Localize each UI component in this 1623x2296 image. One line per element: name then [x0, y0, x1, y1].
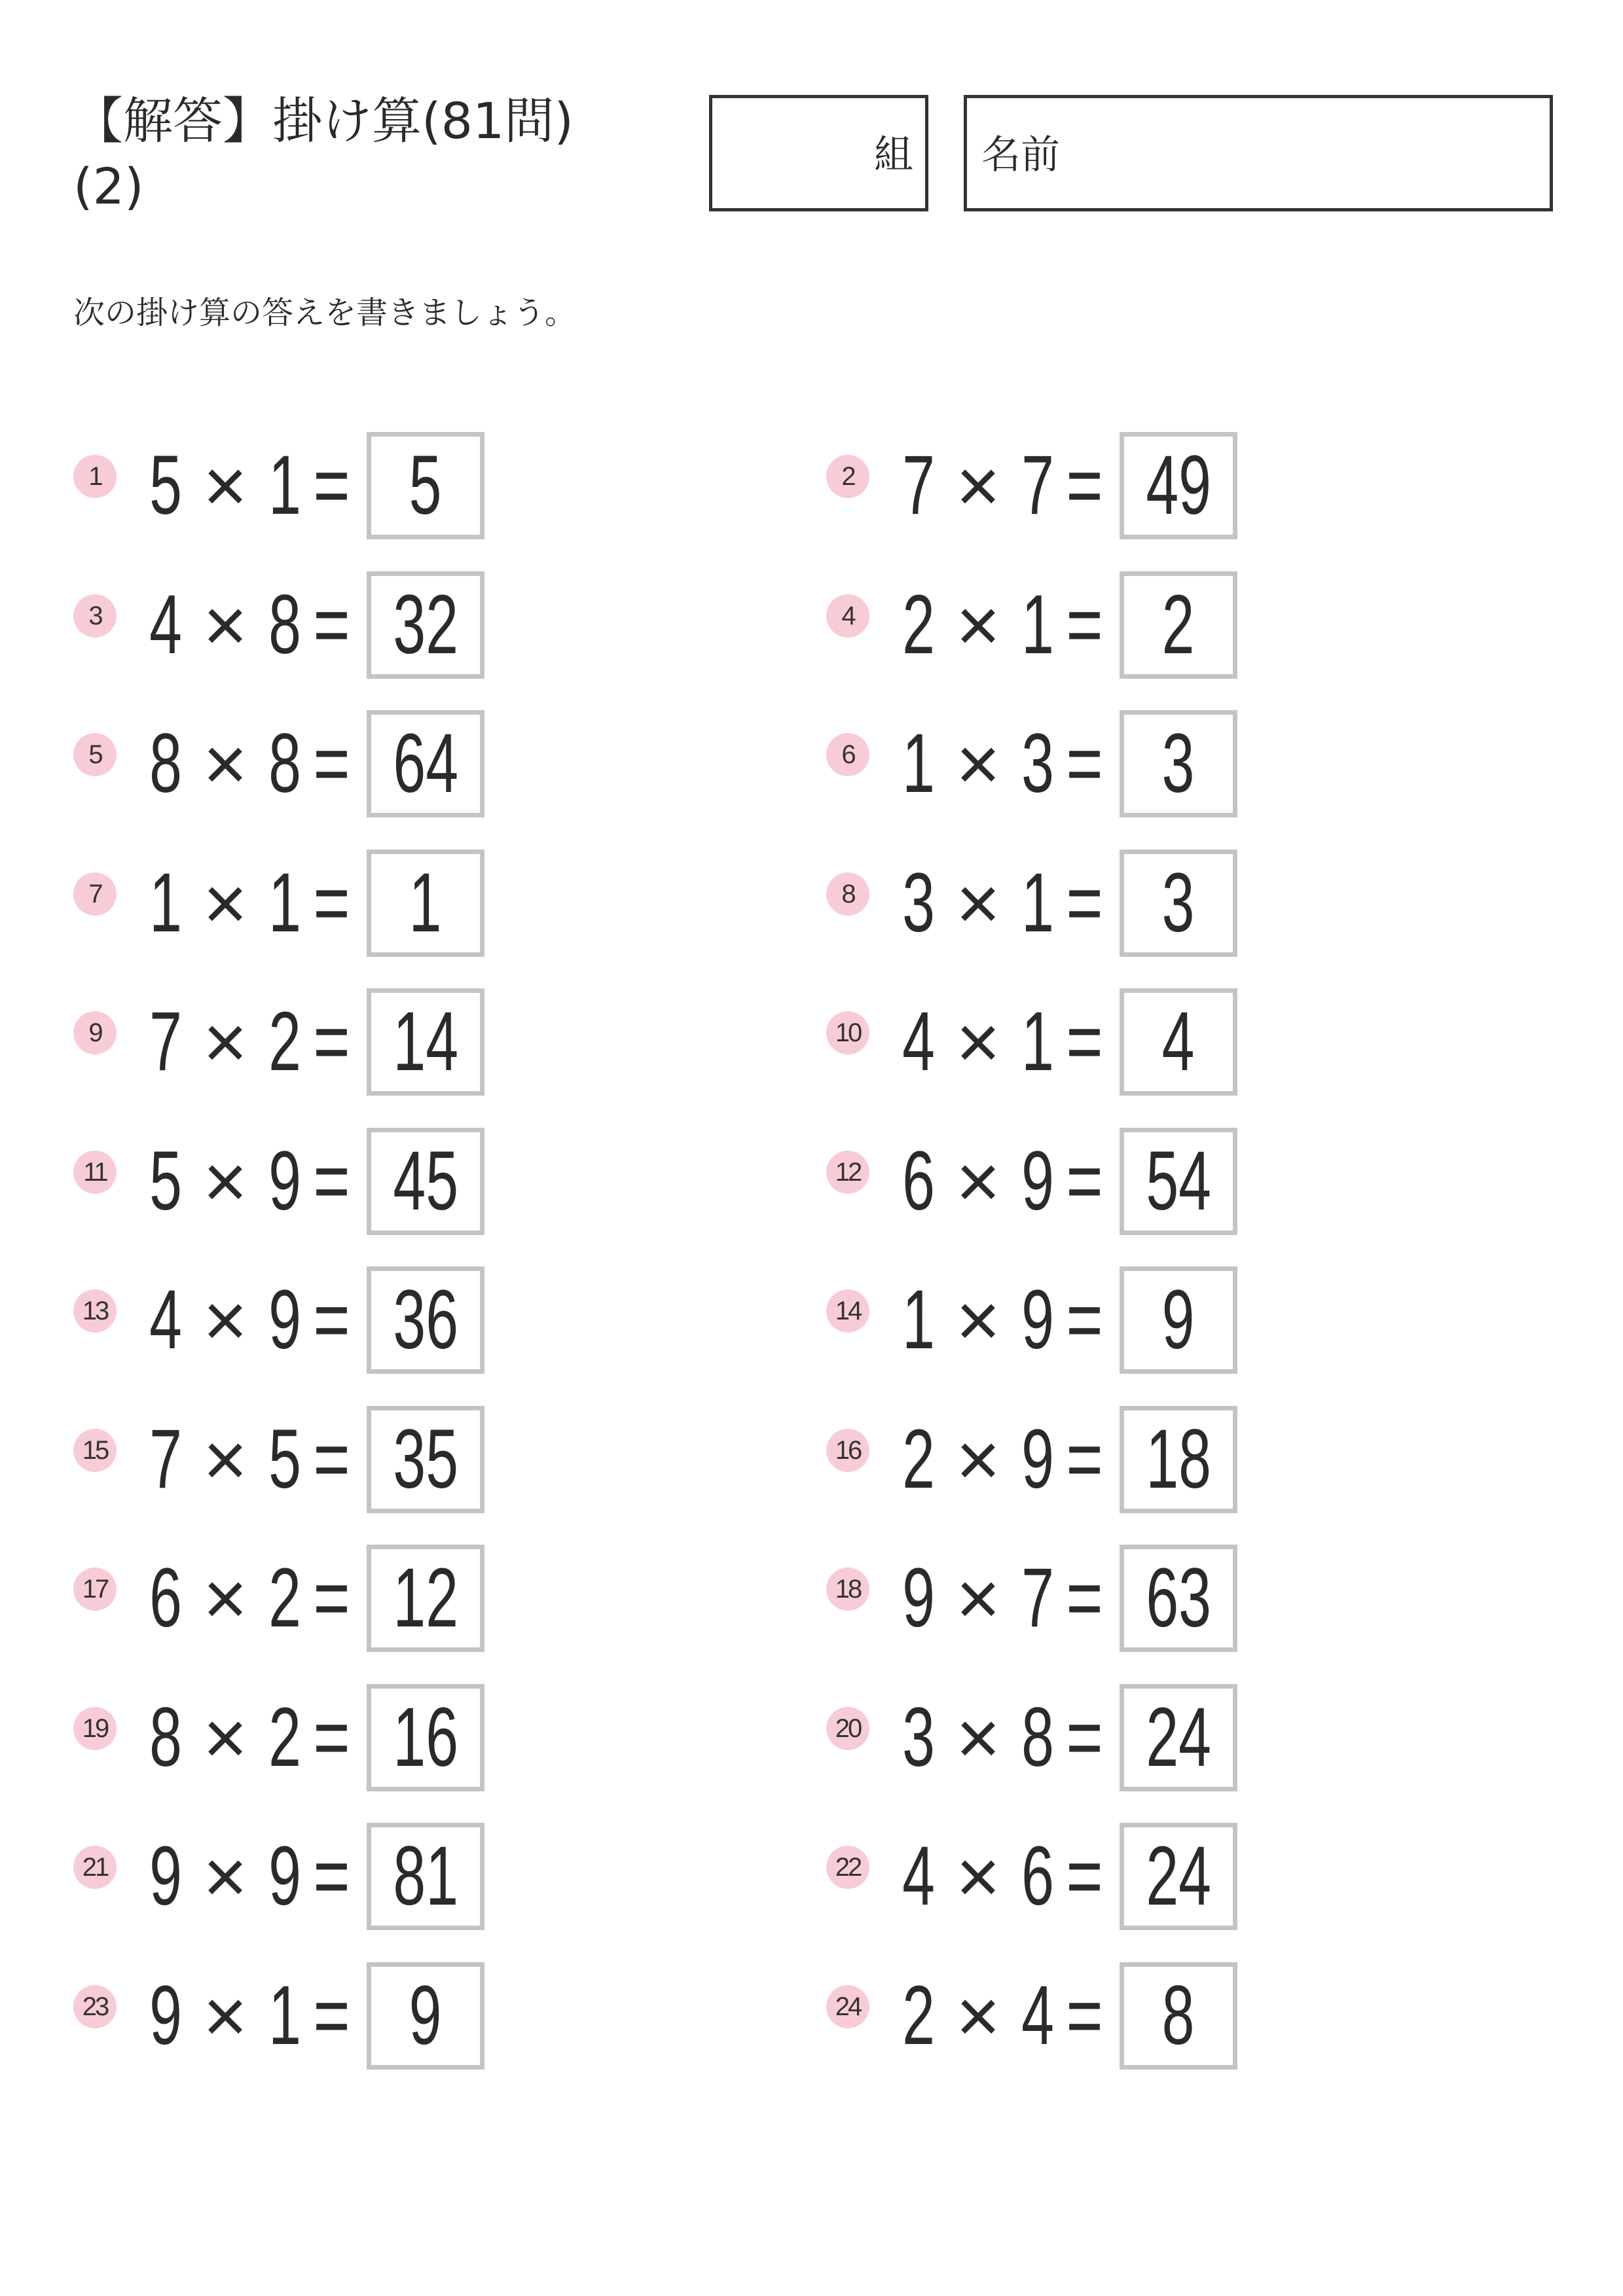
problem-number-badge: 8: [826, 872, 869, 916]
operand-b: 2: [268, 1551, 301, 1645]
problem-expression: [142, 1266, 348, 1374]
problem-number-badge: 2: [826, 455, 869, 498]
problem-item: [73, 710, 663, 817]
problem-expression: [895, 1962, 1101, 2070]
answer-box[interactable]: [367, 1684, 484, 1791]
problem-item: [826, 1823, 1415, 1930]
operand-a: 6: [902, 1134, 935, 1228]
answer-value: 1: [409, 855, 442, 950]
problem-expression: [142, 988, 348, 1096]
operand-b: 9: [1021, 1273, 1054, 1367]
operand-a: 2: [902, 1412, 935, 1506]
multiply-sign: ×: [203, 1695, 247, 1780]
problem-expression: [895, 1823, 1101, 1930]
equals-sign: =: [1066, 855, 1103, 950]
problem-item: [73, 1128, 663, 1235]
equals-sign: =: [313, 855, 350, 950]
problem-number-badge: 7: [73, 872, 117, 916]
multiply-sign: ×: [203, 1416, 247, 1502]
multiply-sign: ×: [203, 1973, 247, 2058]
operand-a: 6: [149, 1551, 182, 1645]
problem-expression: [142, 432, 348, 539]
multiply-sign: ×: [956, 1556, 1000, 1641]
problem-number-badge: 3: [73, 594, 117, 637]
operand-b: 1: [268, 855, 301, 950]
multiply-sign: ×: [203, 1138, 247, 1224]
equals-sign: =: [313, 1134, 350, 1228]
answer-value: 64: [393, 717, 458, 810]
multiply-sign: ×: [203, 443, 247, 528]
name-label: 名前: [981, 132, 1060, 178]
equals-sign: =: [313, 439, 350, 532]
multiply-sign: ×: [203, 1556, 247, 1641]
multiply-sign: ×: [956, 582, 1000, 668]
problem-number-badge: 20: [826, 1707, 869, 1750]
multiply-sign: ×: [203, 1834, 247, 1919]
answer-box[interactable]: [1120, 1823, 1237, 1930]
operand-b: 1: [1021, 995, 1054, 1088]
problem-item: [826, 710, 1415, 817]
problem-item: [826, 432, 1415, 539]
instruction-text: 次の掛け算の答えを書きましょう。: [73, 295, 577, 331]
operand-b: 9: [268, 1829, 301, 1923]
answer-value: 9: [409, 1968, 442, 2062]
operand-a: 2: [902, 577, 935, 672]
problem-item: [826, 1266, 1415, 1374]
answer-value: 8: [1162, 1968, 1195, 2062]
problem-number-badge: 19: [73, 1707, 117, 1750]
multiply-sign: ×: [956, 721, 1000, 806]
multiply-sign: ×: [203, 582, 247, 668]
operand-b: 9: [1021, 1412, 1054, 1506]
answer-value: 63: [1146, 1551, 1211, 1645]
operand-a: 5: [149, 439, 182, 532]
operand-b: 3: [1021, 717, 1054, 810]
answer-box[interactable]: [367, 850, 484, 957]
problem-number-badge: 14: [826, 1289, 869, 1333]
page-title-line-2: (2): [73, 157, 144, 215]
answer-box[interactable]: [1120, 1406, 1237, 1513]
problem-number-badge: 11: [73, 1151, 117, 1194]
operand-a: 2: [902, 1968, 935, 2062]
problem-number-badge: 10: [826, 1011, 869, 1054]
problem-item: [73, 1266, 663, 1374]
answer-value: 14: [393, 995, 458, 1088]
operand-a: 9: [902, 1551, 935, 1645]
problem-number-badge: 21: [73, 1846, 117, 1889]
multiply-sign: ×: [203, 860, 247, 946]
equals-sign: =: [1066, 717, 1103, 810]
operand-a: 1: [149, 855, 182, 950]
operand-b: 6: [1021, 1829, 1054, 1923]
problem-expression: [142, 1962, 348, 2070]
equals-sign: =: [1066, 439, 1103, 532]
operand-b: 8: [268, 717, 301, 810]
problem-expression: [142, 1406, 348, 1513]
problem-number-badge: 23: [73, 1985, 117, 2028]
answer-value: 35: [393, 1412, 458, 1506]
operand-a: 7: [149, 995, 182, 1088]
operand-a: 7: [902, 439, 935, 532]
equals-sign: =: [313, 995, 350, 1088]
equals-sign: =: [1066, 1551, 1103, 1645]
operand-b: 1: [1021, 855, 1054, 950]
problem-item: [826, 1406, 1415, 1513]
problem-expression: [142, 710, 348, 817]
equals-sign: =: [313, 1412, 350, 1506]
answer-value: 3: [1162, 855, 1195, 950]
equals-sign: =: [313, 1273, 350, 1367]
answer-box[interactable]: [367, 1545, 484, 1652]
problem-expression: [142, 1128, 348, 1235]
multiply-sign: ×: [956, 443, 1000, 528]
problem-expression: [895, 850, 1101, 957]
answer-box[interactable]: [1120, 988, 1237, 1096]
multiply-sign: ×: [956, 999, 1000, 1085]
multiply-sign: ×: [956, 860, 1000, 946]
problem-number-badge: 18: [826, 1568, 869, 1611]
class-label: 組: [874, 132, 913, 178]
problem-item: [826, 1684, 1415, 1791]
answer-box[interactable]: [367, 1406, 484, 1513]
equals-sign: =: [1066, 577, 1103, 672]
answer-value: 18: [1146, 1412, 1211, 1506]
problem-item: [826, 1128, 1415, 1235]
operand-b: 9: [268, 1273, 301, 1367]
answer-box[interactable]: [1120, 1128, 1237, 1235]
problem-number-badge: 6: [826, 733, 869, 776]
answer-value: 3: [1162, 717, 1195, 810]
answer-value: 5: [409, 439, 442, 532]
problem-expression: [142, 571, 348, 679]
problem-number-badge: 12: [826, 1151, 869, 1194]
answer-value: 45: [393, 1134, 458, 1228]
operand-b: 2: [268, 995, 301, 1088]
answer-box[interactable]: [1120, 1266, 1237, 1374]
multiply-sign: ×: [203, 999, 247, 1085]
answer-value: 2: [1162, 577, 1195, 672]
operand-b: 1: [268, 1968, 301, 2062]
operand-a: 7: [149, 1412, 182, 1506]
problem-expression: [895, 710, 1101, 817]
problem-number-badge: 9: [73, 1011, 117, 1054]
answer-box[interactable]: [367, 1823, 484, 1930]
operand-b: 9: [268, 1134, 301, 1228]
operand-a: 4: [149, 577, 182, 672]
multiply-sign: ×: [956, 1973, 1000, 2058]
answer-box[interactable]: [1120, 432, 1237, 539]
operand-a: 4: [902, 995, 935, 1088]
problem-expression: [142, 1684, 348, 1791]
answer-box[interactable]: [367, 1266, 484, 1374]
answer-box[interactable]: [367, 1962, 484, 2070]
problem-number-badge: 22: [826, 1846, 869, 1889]
problem-item: [826, 571, 1415, 679]
equals-sign: =: [313, 1829, 350, 1923]
answer-box[interactable]: [367, 1128, 484, 1235]
problem-expression: [895, 1266, 1101, 1374]
operand-a: 3: [902, 1690, 935, 1784]
operand-a: 4: [149, 1273, 182, 1367]
problem-item: [826, 1545, 1415, 1652]
operand-a: 9: [149, 1829, 182, 1923]
operand-b: 8: [268, 577, 301, 672]
problem-item: [73, 850, 663, 957]
equals-sign: =: [313, 1551, 350, 1645]
problem-expression: [142, 1545, 348, 1652]
operand-a: 8: [149, 1690, 182, 1784]
operand-b: 7: [1021, 439, 1054, 532]
problem-expression: [895, 432, 1101, 539]
operand-a: 4: [902, 1829, 935, 1923]
answer-value: 4: [1162, 995, 1195, 1088]
equals-sign: =: [1066, 995, 1103, 1088]
operand-a: 3: [902, 855, 935, 950]
equals-sign: =: [313, 1968, 350, 2062]
problem-item: [73, 1545, 663, 1652]
operand-b: 1: [268, 439, 301, 532]
problem-number-badge: 13: [73, 1289, 117, 1333]
answer-value: 49: [1146, 439, 1211, 532]
operand-b: 9: [1021, 1134, 1054, 1228]
problem-item: [73, 1962, 663, 2070]
answer-box[interactable]: [367, 571, 484, 679]
problem-number-badge: 1: [73, 455, 117, 498]
equals-sign: =: [313, 577, 350, 672]
problem-expression: [142, 1823, 348, 1930]
problem-item: [73, 988, 663, 1096]
operand-b: 7: [1021, 1551, 1054, 1645]
answer-box[interactable]: [1120, 1962, 1237, 2070]
problem-expression: [895, 1406, 1101, 1513]
problem-number-badge: 17: [73, 1568, 117, 1611]
problem-number-badge: 5: [73, 733, 117, 776]
operand-a: 8: [149, 717, 182, 810]
equals-sign: =: [1066, 1690, 1103, 1784]
problem-item: [73, 432, 663, 539]
multiply-sign: ×: [203, 1278, 247, 1363]
equals-sign: =: [1066, 1412, 1103, 1506]
multiply-sign: ×: [203, 721, 247, 806]
answer-box[interactable]: [1120, 850, 1237, 957]
answer-box[interactable]: [1120, 571, 1237, 679]
multiply-sign: ×: [956, 1138, 1000, 1224]
problem-expression: [895, 571, 1101, 679]
problem-item: [826, 988, 1415, 1096]
problem-item: [826, 850, 1415, 957]
operand-a: 1: [902, 717, 935, 810]
answer-value: 24: [1146, 1690, 1211, 1784]
equals-sign: =: [1066, 1134, 1103, 1228]
operand-b: 5: [268, 1412, 301, 1506]
problem-item: [73, 1823, 663, 1930]
problem-expression: [895, 1128, 1101, 1235]
page-title-line-1: 【解答】掛け算(81問): [73, 92, 574, 150]
problem-item: [73, 571, 663, 679]
equals-sign: =: [313, 717, 350, 810]
problem-expression: [895, 1545, 1101, 1652]
answer-box[interactable]: [367, 432, 484, 539]
operand-b: 2: [268, 1690, 301, 1784]
answer-value: 9: [1162, 1273, 1195, 1367]
problem-item: [73, 1406, 663, 1513]
problem-expression: [142, 850, 348, 957]
operand-b: 8: [1021, 1690, 1054, 1784]
operand-b: 4: [1021, 1968, 1054, 2062]
answer-box[interactable]: [367, 710, 484, 817]
answer-value: 32: [393, 577, 458, 672]
answer-value: 54: [1146, 1134, 1211, 1228]
problem-number-badge: 16: [826, 1429, 869, 1472]
answer-value: 12: [393, 1551, 458, 1645]
problem-item: [826, 1962, 1415, 2070]
operand-a: 9: [149, 1968, 182, 2062]
answer-box[interactable]: [1120, 1684, 1237, 1791]
answer-box[interactable]: [1120, 710, 1237, 817]
equals-sign: =: [313, 1690, 350, 1784]
equals-sign: =: [1066, 1968, 1103, 2062]
multiply-sign: ×: [956, 1416, 1000, 1502]
problem-number-badge: 24: [826, 1985, 869, 2028]
operand-b: 1: [1021, 577, 1054, 672]
problem-number-badge: 4: [826, 594, 869, 637]
answer-box[interactable]: [1120, 1545, 1237, 1652]
equals-sign: =: [1066, 1829, 1103, 1923]
multiply-sign: ×: [956, 1695, 1000, 1780]
problem-item: [73, 1684, 663, 1791]
multiply-sign: ×: [956, 1278, 1000, 1363]
answer-value: 16: [393, 1690, 458, 1784]
answer-value: 36: [393, 1273, 458, 1367]
answer-value: 24: [1146, 1829, 1211, 1923]
problem-number-badge: 15: [73, 1429, 117, 1472]
multiply-sign: ×: [956, 1834, 1000, 1919]
answer-box[interactable]: [367, 988, 484, 1096]
problem-expression: [895, 1684, 1101, 1791]
operand-a: 1: [902, 1273, 935, 1367]
answer-value: 81: [393, 1829, 458, 1923]
operand-a: 5: [149, 1134, 182, 1228]
problem-expression: [895, 988, 1101, 1096]
equals-sign: =: [1066, 1273, 1103, 1367]
